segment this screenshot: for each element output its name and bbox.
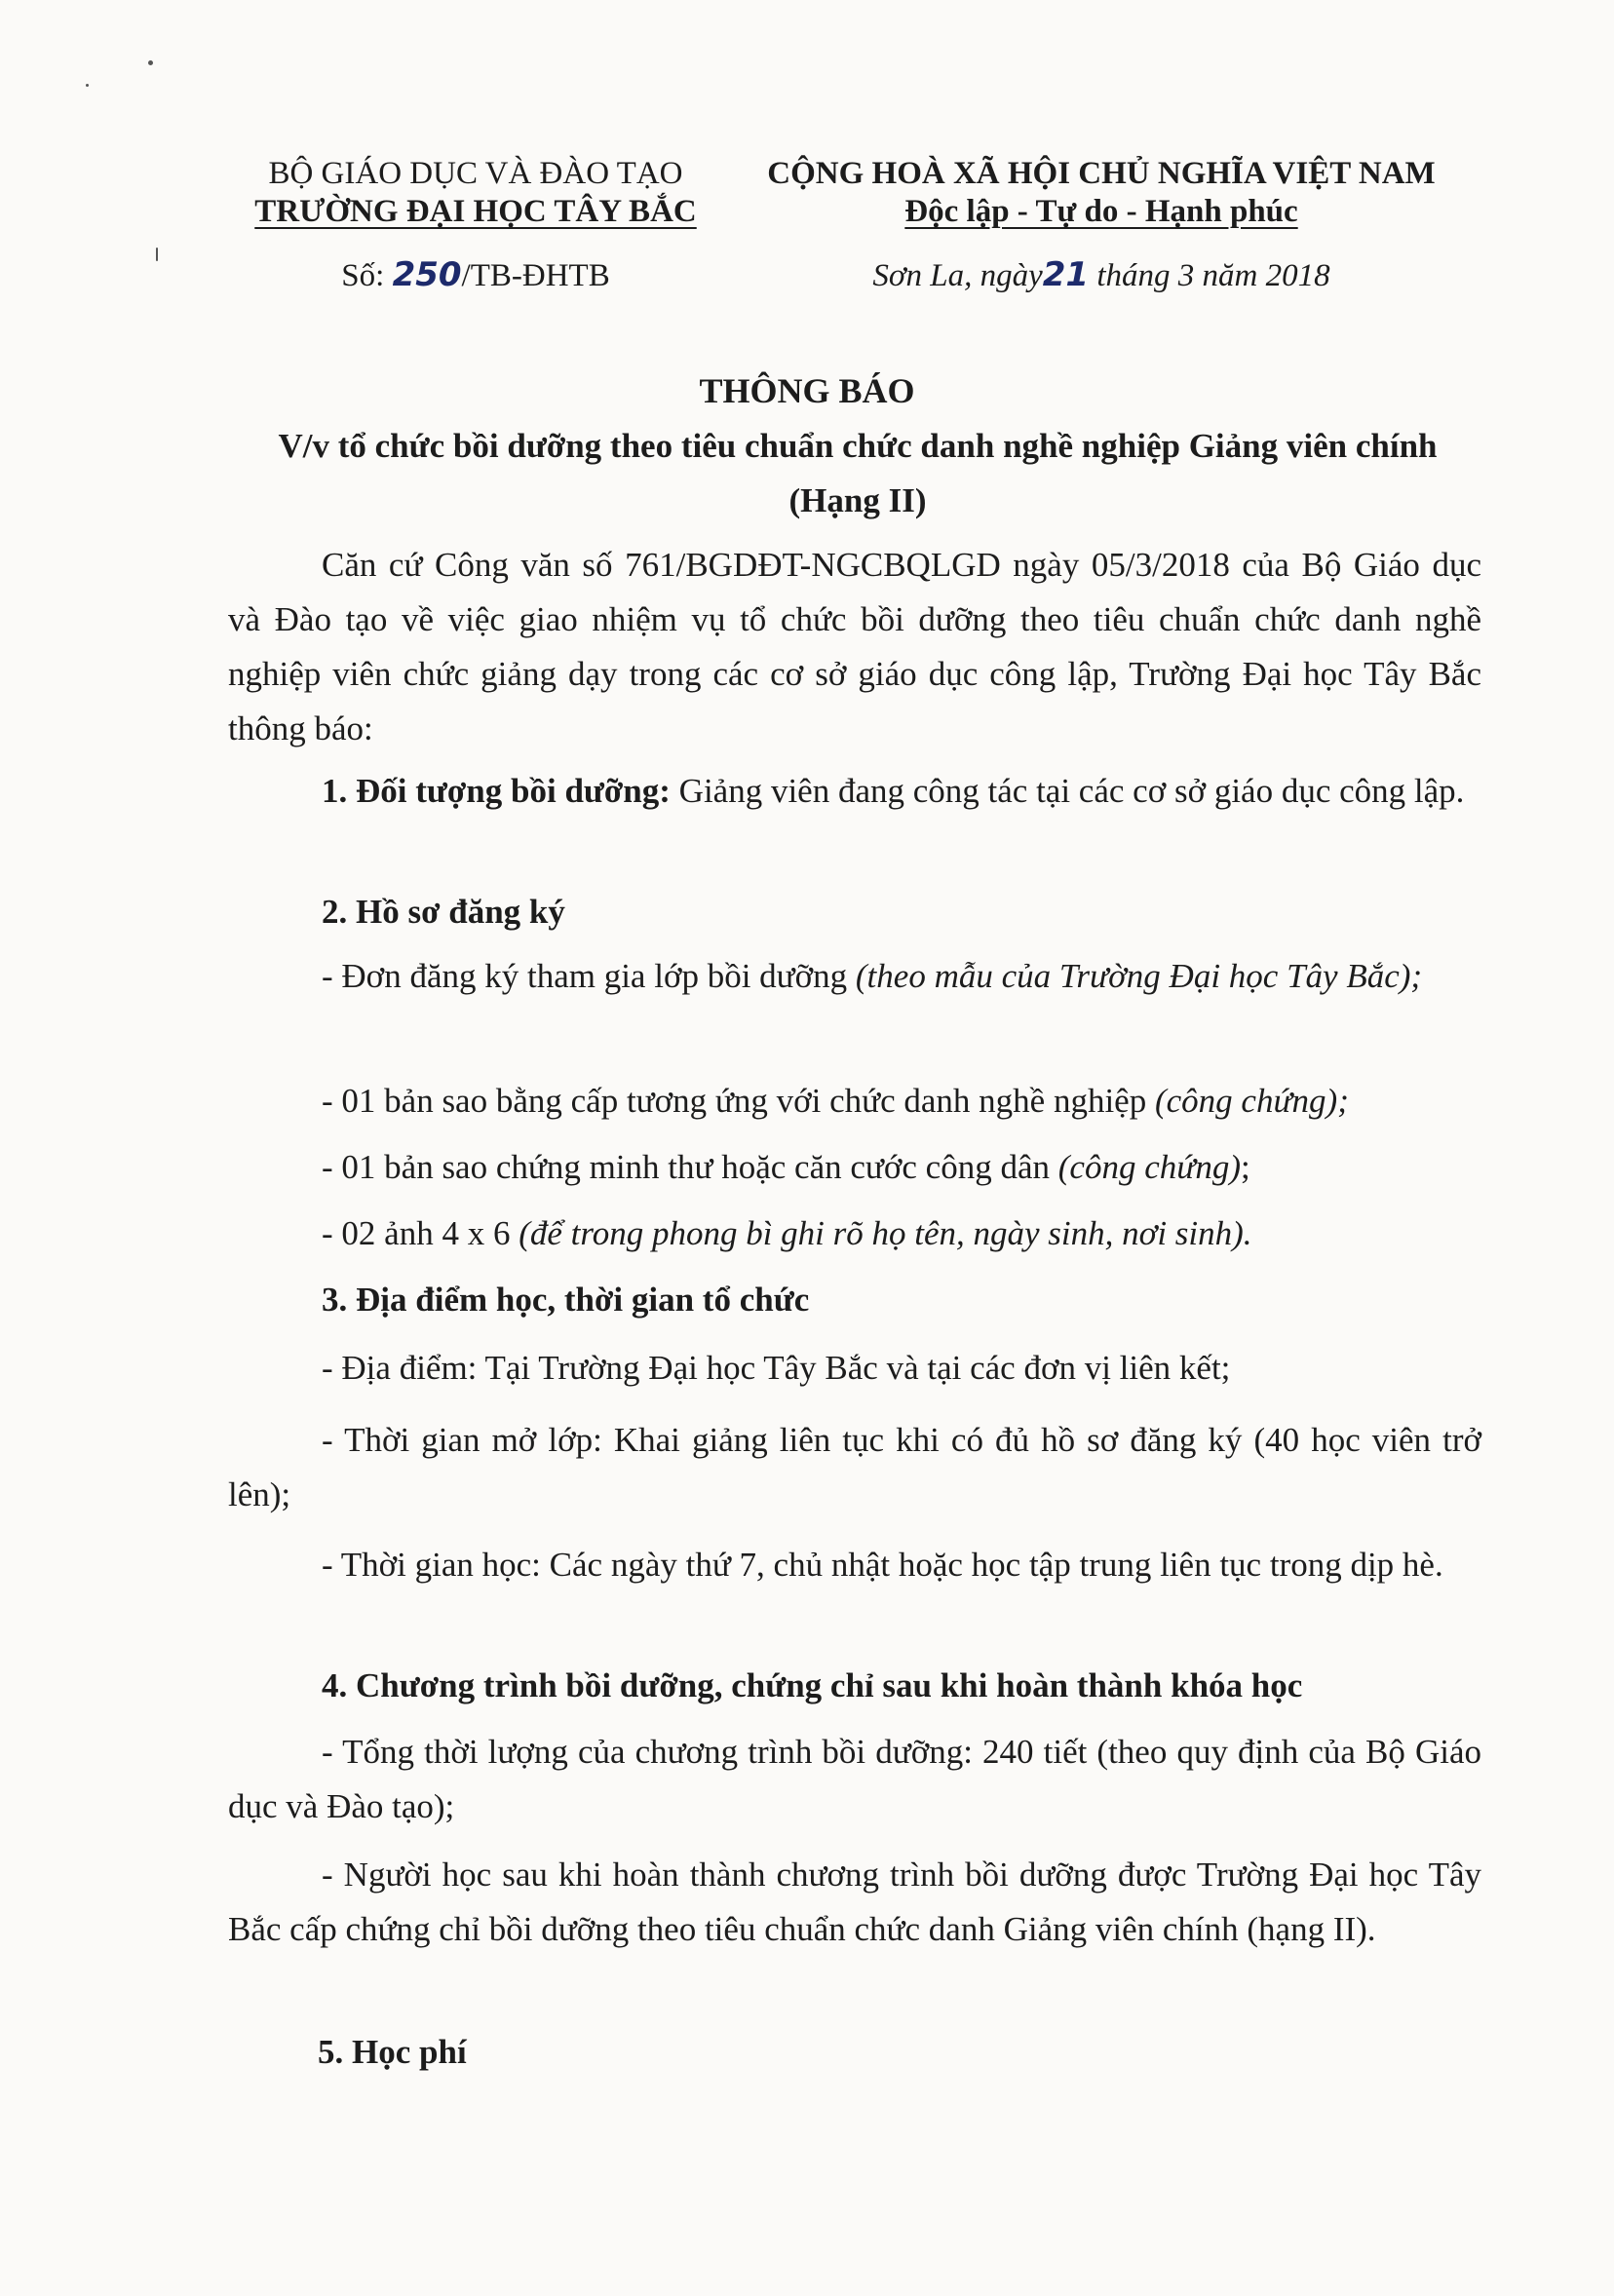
national-motto <box>750 192 1452 231</box>
section-2-item-3-end: ; <box>1240 1148 1250 1186</box>
scan-speck <box>148 60 153 65</box>
section-2-item-2-text: - 01 bản sao bằng cấp tương ứng với chức danh nghề nghiệp <box>322 1082 1155 1120</box>
scan-speck <box>86 84 89 87</box>
country-name: CỘNG HOÀ XÃ HỘI CHỦ NGHĨA VIỆT NAM <box>767 156 1436 191</box>
section-2-item-2 <box>322 1074 1349 1129</box>
section-3-item-1: - Địa điểm: Tại Trường Đại học Tây Bắc và tại các đơn vị liên kết; <box>322 1349 1231 1387</box>
section-4-heading: 4. Chương trình bồi dưỡng, chứng chỉ sau khi hoàn thành khóa học <box>322 1666 1303 1704</box>
section-2-item-2-note: (công chứng); <box>1154 1082 1349 1120</box>
section-2-item-1-text: - Đơn đăng ký tham gia lớp bồi dưỡng <box>322 957 856 995</box>
document-title: THÔNG BÁO <box>699 371 915 410</box>
section-3-item-2: - Thời gian mở lớp: Khai giảng liên tục khi có đủ hồ sơ đăng ký (40 học viên trở lên); <box>228 1421 1481 1513</box>
issue-date-day-handwritten: 21 <box>1042 255 1090 294</box>
subtitle-line-1: V/v tổ chức bồi dưỡng theo tiêu chuẩn chức danh nghề nghiệp Giảng viên chính <box>278 427 1438 465</box>
national-motto-text: Độc lập - Tự do - Hạnh phúc <box>904 194 1298 229</box>
document-subtitle <box>224 419 1491 528</box>
document-number-prefix: Số: <box>341 258 393 293</box>
section-2-item-1-note: (theo mẫu của Trường Đại học Tây Bắc); <box>855 957 1423 995</box>
university-name <box>251 192 700 231</box>
section-2-item-3-text: - 01 bản sao chứng minh thư hoặc căn cước công dân <box>322 1148 1058 1186</box>
section-1-heading: 1. Đối tượng bồi dưỡng: <box>322 772 671 810</box>
subtitle-line-2: (Hạng II) <box>788 481 927 519</box>
section-5-heading: 5. Học phí <box>318 2033 467 2071</box>
section-2-heading: 2. Hồ sơ đăng ký <box>322 893 565 931</box>
section-3-item-3: - Thời gian học: Các ngày thứ 7, chủ nhật hoặc học tập trung liên tục trong dịp hè. <box>322 1546 1443 1584</box>
section-3-heading: 3. Địa điểm học, thời gian tổ chức <box>322 1281 810 1319</box>
section-4-item-2: - Người học sau khi hoàn thành chương trình bồi dưỡng được Trường Đại học Tây Bắc cấp chứng chỉ bồi dưỡng theo tiêu chuẩn chức danh Giảng viên chính (hạng II). <box>228 1856 1481 1948</box>
document-number-handwritten: 250 <box>392 255 462 294</box>
section-2-item-4-note: (để trong phong bì ghi rõ họ tên, ngày sinh, nơi sinh). <box>519 1214 1252 1252</box>
section-2-item-3 <box>322 1140 1250 1195</box>
section-1-text: Giảng viên đang công tác tại các cơ sở giáo dục công lập. <box>670 772 1465 810</box>
section-1 <box>228 764 1481 819</box>
section-2-item-4-text: - 02 ảnh 4 x 6 <box>322 1214 519 1252</box>
scan-speck <box>156 248 158 261</box>
issue-date-suffix: tháng 3 năm 2018 <box>1089 258 1330 293</box>
issue-date-prefix: Sơn La, ngày <box>872 258 1043 293</box>
university-name-text: TRƯỜNG ĐẠI HỌC TÂY BẮC <box>254 194 697 229</box>
section-2-item-1 <box>228 949 1481 1004</box>
ministry-name: BỘ GIÁO DỤC VÀ ĐÀO TẠO <box>268 156 683 191</box>
section-4-item-1: - Tổng thời lượng của chương trình bồi dưỡng: 240 tiết (theo quy định của Bộ Giáo dục và Đào tạo); <box>228 1733 1481 1825</box>
section-2-item-3-note: (công chứng) <box>1057 1148 1241 1186</box>
document-number <box>251 255 700 295</box>
document-number-suffix: /TB-ĐHTB <box>461 258 610 293</box>
section-2-item-4 <box>322 1206 1252 1261</box>
issue-date <box>750 255 1452 295</box>
intro-paragraph: Căn cứ Công văn số 761/BGDĐT-NGCBQLGD ngày 05/3/2018 của Bộ Giáo dục và Đào tạo về việc giao nhiệm vụ tổ chức bồi dưỡng theo tiêu chuẩn chức danh nghề nghiệp viên chức giảng dạy trong các cơ sở giáo dục công lập, Trường Đại học Tây Bắc thông báo: <box>228 546 1481 747</box>
